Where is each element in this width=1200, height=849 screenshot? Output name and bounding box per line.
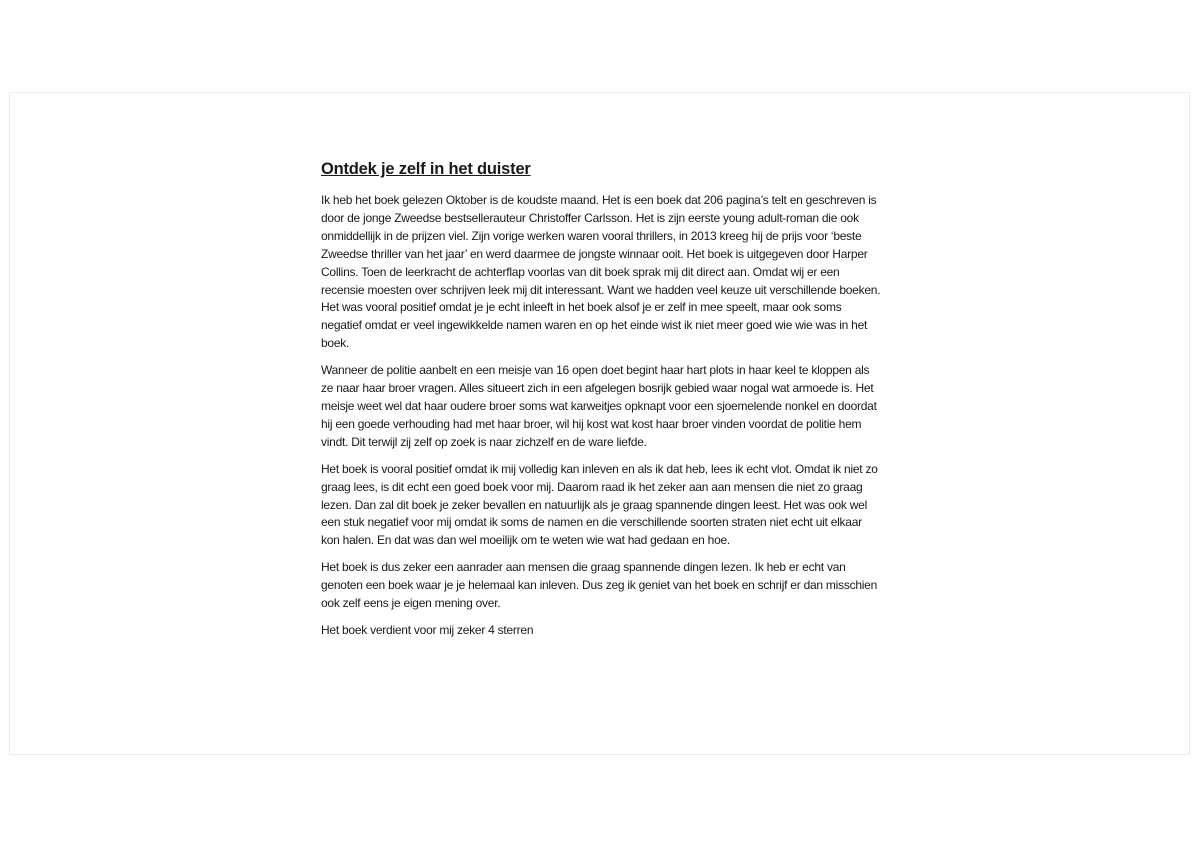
paragraph-summary: Wanneer de politie aanbelt en een meisje van 16 open doet begint haar hart plots in haar keel te kloppen als ze naar haar broer vragen. Alles situeert zich in een afgelegen bosrijk gebied waar nogal wat armoede is. Het meisje weet wel dat haar oudere broer soms wat karweitjes opknapt voor een sjoemelende nonkel en doordat hij een goede verhouding had met haar broer, wil hij kost wat kost haar broer vinden voordat de politie hem vindt. Dit terwijl zij zelf op zoek is naar zichzelf en de ware liefde. <box>321 363 877 449</box>
document-content <box>321 158 881 649</box>
paragraph-recommendation: Het boek is dus zeker een aanrader aan mensen die graag spannende dingen lezen. Ik heb er echt van genoten een boek waar je je helemaal kan inleven. Dus zeg ik geniet van het boek en schrijf er dan misschien ook zelf eens je eigen mening over. <box>321 560 878 611</box>
paragraph-intro: Ik heb het boek gelezen Oktober is de koudste maand. Het is een boek dat 206 pagina’s telt en geschreven is door de jonge Zweedse bestsellerauteur Christoffer Carlsson. Het is zijn eerste young adult-roman die ook onmiddellijk in de prijzen viel. Zijn vorige werken waren vooral thrillers, in 2013 kreeg hij de prijs voor ‘beste Zweedse thriller van het jaar’ en werd daarmee de jongste winnaar ooit. Het boek is uitgegeven door Harper Collins. Toen de leerkracht de achterflap voorlas van dit boek sprak mij dit direct aan. Omdat wij er een recensie moesten over schrijven leek mij dit interessant. Want we hadden veel keuze uit verschillende boeken. Het was vooral positief omdat je je echt inleeft in het boek alsof je er zelf in mee speelt, maar ook soms negatief omdat er veel ingewikkelde namen waren en op het einde wist ik niet meer goed wie wie was in het boek. <box>321 193 881 351</box>
paragraph-opinion: Het boek is vooral positief omdat ik mij volledig kan inleven en als ik dat heb, lees ik echt vlot. Omdat ik niet zo graag lees, is dit echt een goed boek voor mij. Daarom raad ik het zeker aan aan mensen die niet zo graag lezen. Dan zal dit boek je zeker bevallen en natuurlijk als je graag spannende dingen leest. Het was ook wel een stuk negatief voor mij omdat ik soms de namen en die verschillende soorten straten niet echt uit elkaar kon halen. En dat was dan wel moeilijk om te weten wie wat had gedaan en hoe. <box>321 461 878 548</box>
document-title: Ontdek je zelf in het duister <box>321 160 531 178</box>
paragraph-rating: Het boek verdient voor mij zeker 4 sterren <box>321 622 534 637</box>
